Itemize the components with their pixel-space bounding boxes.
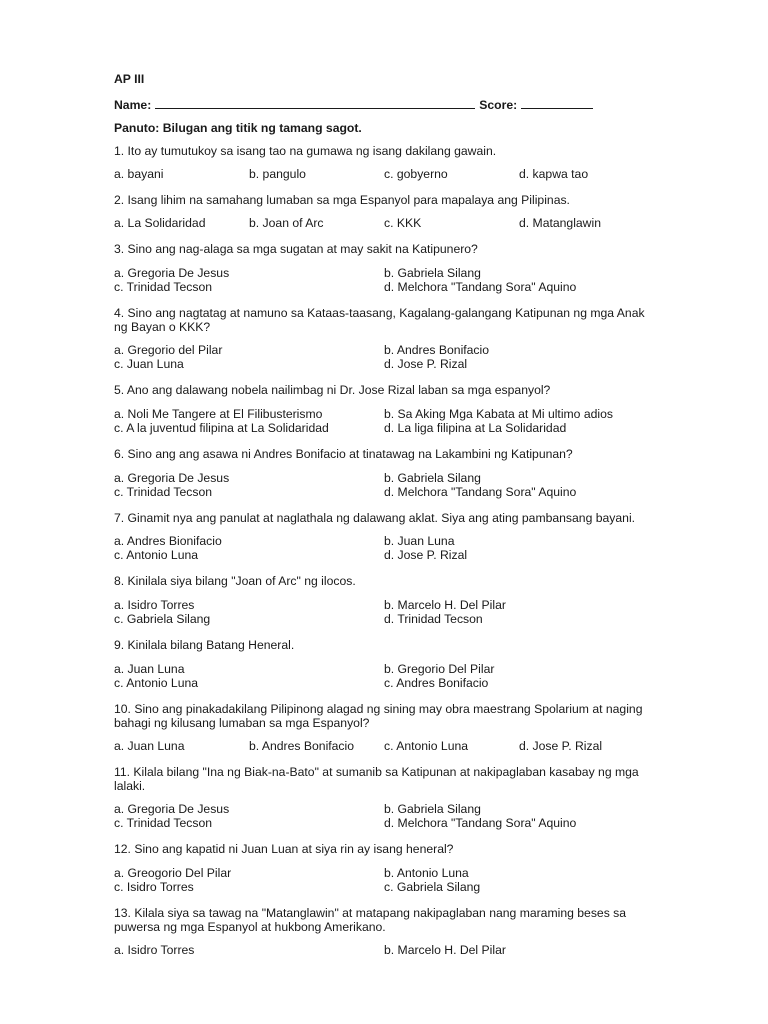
answer-option[interactable]: d. Jose P. Rizal	[384, 548, 468, 562]
answer-options	[114, 407, 654, 435]
question-text: 6. Sino ang ang asawa ni Andres Bonifacio at tinatawag na Lakambini ng Katipunan?	[114, 447, 573, 461]
question-text: 12. Sino ang kapatid ni Juan Luan at siya rin ay isang heneral?	[114, 842, 454, 856]
answer-option[interactable]: d. Melchora "Tandang Sora" Aquino	[384, 485, 577, 499]
answer-option[interactable]: c. Juan Luna	[114, 357, 184, 371]
answer-option[interactable]: a. Isidro Torres	[114, 943, 195, 957]
answer-option[interactable]: c. Trinidad Tecson	[114, 280, 213, 294]
answer-options	[114, 167, 654, 181]
answer-option[interactable]: b. Gabriela Silang	[384, 471, 481, 485]
answer-options	[114, 471, 654, 499]
answer-option[interactable]: a. Andres Bionifacio	[114, 534, 222, 548]
answer-option[interactable]: c. Antonio Luna	[114, 548, 199, 562]
score-label: Score:	[479, 98, 518, 112]
question-item	[114, 193, 654, 230]
answer-options	[114, 662, 654, 690]
answer-option[interactable]: d. La liga filipina at La Solidaridad	[384, 421, 567, 435]
answer-options	[114, 266, 654, 294]
answer-option[interactable]: c. Isidro Torres	[114, 880, 194, 894]
answer-option[interactable]: b. Juan Luna	[384, 534, 455, 548]
question-text: 3. Sino ang nag-alaga sa mga sugatan at may sakit na Katipunero?	[114, 242, 478, 256]
answer-options	[114, 534, 654, 562]
answer-option[interactable]: c. A la juventud filipina at La Solidaridad	[114, 421, 329, 435]
answer-option[interactable]: b. Gregorio Del Pilar	[384, 662, 495, 676]
answer-options	[114, 598, 654, 626]
answer-option[interactable]: a. Gregoria De Jesus	[114, 266, 230, 280]
answer-option[interactable]: c. gobyerno	[384, 167, 448, 181]
answer-option[interactable]: c. Gabriela Silang	[114, 612, 211, 626]
answer-option[interactable]: c. Trinidad Tecson	[114, 816, 213, 830]
answer-option[interactable]: b. Andres Bonifacio	[249, 739, 355, 753]
answer-option[interactable]: d. Jose P. Rizal	[519, 739, 603, 753]
answer-option[interactable]: d. kapwa tao	[519, 167, 589, 181]
question-text: 13. Kilala siya sa tawag na "Matanglawin" at matapang nakipaglaban nang maraming beses sa puwersa ng mga Espanyol at hukbong Amerikano.	[114, 906, 627, 934]
answer-options	[114, 343, 654, 371]
subject-title: AP III	[114, 72, 145, 86]
question-text: 7. Ginamit nya ang panulat at naglathala ng dalawang aklat. Siya ang ating pambansang bayani.	[114, 511, 636, 525]
score-blank-line[interactable]	[521, 97, 593, 109]
answer-option[interactable]: c. Antonio Luna	[114, 676, 199, 690]
answer-option[interactable]: b. Andres Bonifacio	[384, 343, 490, 357]
question-list	[114, 144, 654, 957]
question-item	[114, 765, 654, 830]
answer-option[interactable]: c. Andres Bonifacio	[384, 676, 489, 690]
question-item	[114, 702, 654, 753]
question-text: 10. Sino ang pinakadakilang Pilipinong alagad ng sining may obra maestrang Spolarium at naging bahagi ng kilusang lumaban sa mga Espanyol?	[114, 702, 643, 730]
name-score-row	[114, 97, 654, 111]
question-text: 1. Ito ay tumutukoy sa isang tao na gumawa ng isang dakilang gawain.	[114, 144, 497, 158]
question-text: 2. Isang lihim na samahang lumaban sa mga Espanyol para mapalaya ang Pilipinas.	[114, 193, 570, 207]
question-item	[114, 511, 654, 562]
answer-option[interactable]: b. Marcelo H. Del Pilar	[384, 943, 506, 957]
directions: Panuto: Bilugan ang titik ng tamang sagot.	[114, 121, 362, 135]
answer-option[interactable]: d. Melchora "Tandang Sora" Aquino	[384, 280, 577, 294]
answer-option[interactable]: c. Gabriela Silang	[384, 880, 481, 894]
question-text: 5. Ano ang dalawang nobela nailimbag ni Dr. Jose Rizal laban sa mga espanyol?	[114, 383, 551, 397]
answer-option[interactable]: b. pangulo	[249, 167, 306, 181]
answer-option[interactable]: a. Juan Luna	[114, 739, 185, 753]
question-item	[114, 306, 654, 371]
answer-option[interactable]: b. Joan of Arc	[249, 216, 324, 230]
question-text: 4. Sino ang nagtatag at namuno sa Kataas-taasang, Kagalang-galangang Katipunan ng mga Anak ng Bayan o KKK?	[114, 306, 645, 334]
answer-option[interactable]: d. Trinidad Tecson	[384, 612, 483, 626]
answer-option[interactable]: a. La Solidaridad	[114, 216, 206, 230]
answer-option[interactable]: b. Antonio Luna	[384, 866, 469, 880]
answer-option[interactable]: b. Marcelo H. Del Pilar	[384, 598, 506, 612]
question-item	[114, 144, 654, 181]
answer-option[interactable]: a. bayani	[114, 167, 164, 181]
answer-option[interactable]: b. Sa Aking Mga Kabata at Mi ultimo adios	[384, 407, 613, 421]
question-item	[114, 574, 654, 626]
answer-option[interactable]: b. Gabriela Silang	[384, 266, 481, 280]
answer-options	[114, 739, 654, 753]
answer-option[interactable]: a. Noli Me Tangere at El Filibusterismo	[114, 407, 323, 421]
answer-option[interactable]: c. Antonio Luna	[384, 739, 469, 753]
question-item	[114, 447, 654, 499]
question-text: 8. Kinilala siya bilang "Joan of Arc" ng ilocos.	[114, 574, 356, 588]
worksheet	[114, 72, 654, 957]
answer-option[interactable]: a. Gregorio del Pilar	[114, 343, 223, 357]
answer-options	[114, 943, 654, 957]
answer-option[interactable]: a. Gregoria De Jesus	[114, 471, 230, 485]
question-text: 9. Kinilala bilang Batang Heneral.	[114, 638, 295, 652]
name-label: Name:	[114, 98, 152, 112]
answer-options	[114, 216, 654, 230]
answer-option[interactable]: d. Jose P. Rizal	[384, 357, 468, 371]
answer-option[interactable]: c. KKK	[384, 216, 422, 230]
answer-options	[114, 802, 654, 830]
question-item	[114, 638, 654, 690]
answer-option[interactable]: b. Gabriela Silang	[384, 802, 481, 816]
answer-option[interactable]: d. Melchora "Tandang Sora" Aquino	[384, 816, 577, 830]
question-item	[114, 842, 654, 894]
answer-option[interactable]: c. Trinidad Tecson	[114, 485, 213, 499]
answer-option[interactable]: d. Matanglawin	[519, 216, 601, 230]
question-item	[114, 242, 654, 294]
answer-option[interactable]: a. Juan Luna	[114, 662, 185, 676]
question-text: 11. Kilala bilang "Ina ng Biak-na-Bato" at sumanib sa Katipunan at nakipaglaban kasabay ng mga lalaki.	[114, 765, 639, 793]
answer-option[interactable]: a. Greogorio Del Pilar	[114, 866, 232, 880]
question-item	[114, 383, 654, 435]
name-blank-line[interactable]	[155, 97, 475, 109]
answer-options	[114, 866, 654, 894]
answer-option[interactable]: a. Isidro Torres	[114, 598, 195, 612]
answer-option[interactable]: a. Gregoria De Jesus	[114, 802, 230, 816]
question-item	[114, 906, 654, 957]
